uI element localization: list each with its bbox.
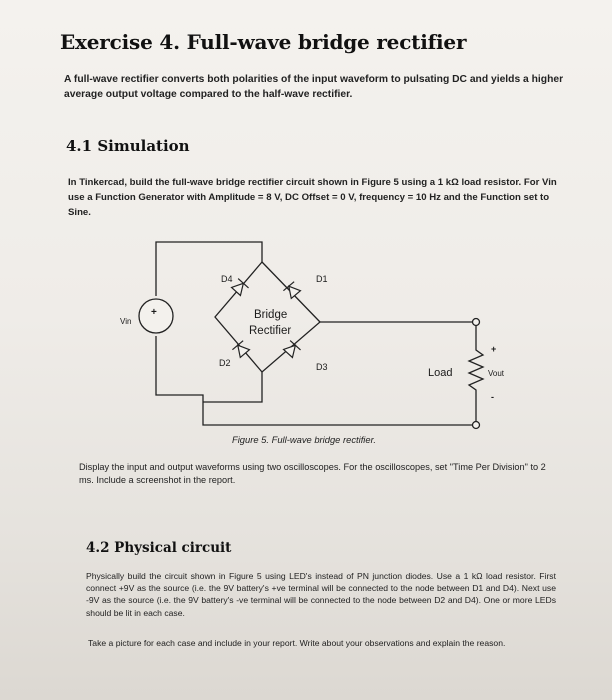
label-vout: Vout [488, 369, 505, 378]
report-instructions-paragraph: Take a picture for each case and include in your report. Write about your observations and explain the reason. [88, 638, 506, 648]
label-source-plus: + [151, 307, 157, 318]
label-vin: Vin [120, 317, 132, 326]
load-resistor [469, 336, 483, 404]
output-terminal-top [473, 319, 480, 326]
label-vout-minus: - [491, 392, 494, 402]
label-d3: D3 [316, 362, 328, 372]
wire-top-left [156, 242, 262, 296]
figure-caption: Figure 5. Full-wave bridge rectifier. [232, 434, 376, 445]
label-rectifier: Rectifier [249, 325, 292, 337]
exercise-title: Exercise 4. Full-wave bridge rectifier [60, 30, 467, 54]
label-d1: D1 [316, 274, 328, 284]
wire-bridge-bottom [203, 372, 262, 402]
simulation-paragraph: In Tinkercad, build the full-wave bridge rectifier circuit shown in Figure 5 using a 1 kΩ load resistor. For Vin use a Function Generator with Amplitude = 8 V, DC Offset = 0 V, frequency = 10 Hz and the Function set to Sine. [68, 177, 557, 218]
section-4-1-heading: 4.1 Simulation [66, 137, 190, 155]
intro-paragraph: A full-wave rectifier converts both polarities of the input waveform to pulsating DC and yields a higher average output voltage compared to the half-wave rectifier. [64, 74, 564, 100]
output-terminal-bottom [473, 422, 480, 429]
label-bridge: Bridge [254, 309, 288, 321]
diode-d1 [283, 282, 301, 299]
label-vout-plus: + [491, 344, 497, 354]
section-4-2-heading: 4.2 Physical circuit [86, 540, 232, 556]
oscilloscope-paragraph: Display the input and output waveforms using two oscilloscopes. For the oscilloscopes, set "Time Per Division" to 2 ms. Include a screenshot in the report. [79, 462, 546, 485]
physical-circuit-paragraph: Physically build the circuit shown in Figure 5 using LED's instead of PN junction diodes. Use a 1 kΩ load resistor. First connect +9V as the source (i.e. the 9V battery's +ve terminal will be connected to the node between D1 and D4). Next use -9V as the source (i.e. the 9V battery's -ve terminal will be connected to the node between D2 and D4). One or more LEDs should be lit in each case. [86, 571, 556, 618]
label-d2: D2 [219, 358, 231, 368]
label-load: Load [428, 367, 453, 379]
diode-d3 [283, 341, 301, 359]
wire-right [320, 322, 476, 336]
label-d4: D4 [221, 274, 233, 284]
wire-bottom [156, 336, 476, 425]
